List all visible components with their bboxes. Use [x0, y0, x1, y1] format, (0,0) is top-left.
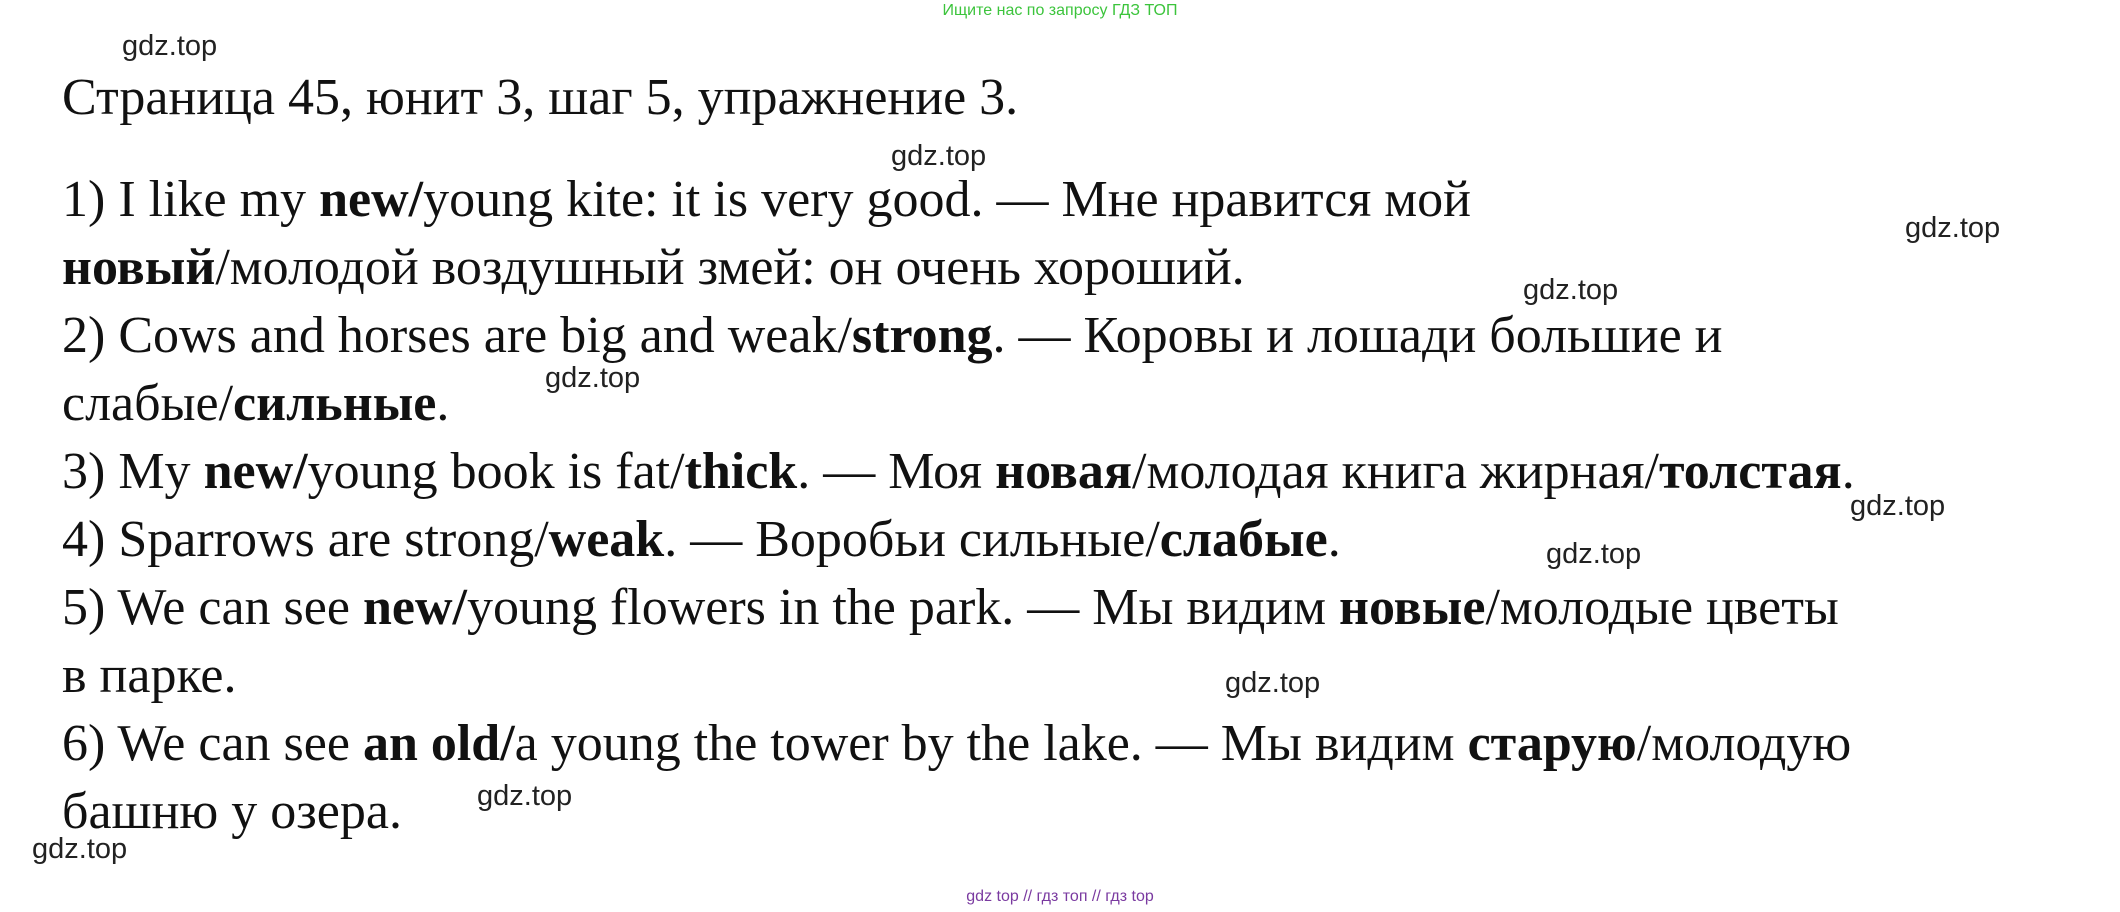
bold-answer: new/ [319, 171, 424, 228]
bold-answer: new/ [362, 579, 467, 636]
text-segment: башню у озера. [62, 783, 402, 840]
text-segment: . [436, 375, 450, 432]
bold-answer: старую [1467, 715, 1637, 772]
text-segment: a young the tower by the lake. — Мы видим [514, 715, 1468, 772]
text-line [62, 778, 402, 846]
watermark: gdz.top [1523, 274, 1619, 306]
watermark: gdz.top [1546, 538, 1642, 570]
text-segment: 6) We can see [62, 715, 363, 772]
search-banner[interactable]: Ищите нас по запросу ГДЗ ТОП [942, 2, 1178, 19]
text-line [62, 506, 1341, 574]
text-segment: . [1841, 443, 1855, 500]
watermark: gdz.top [32, 833, 128, 865]
bold-answer: новый [62, 239, 216, 296]
text-line [62, 166, 1471, 234]
text-segment: /молодая книга жирная/ [1132, 443, 1659, 500]
bold-answer: новые [1339, 579, 1486, 636]
watermark: gdz.top [477, 780, 573, 812]
bold-answer: new/ [203, 443, 308, 500]
watermark: gdz.top [891, 140, 987, 172]
text-segment: 5) We can see [62, 579, 363, 636]
text-line [62, 234, 1245, 302]
text-line [62, 710, 1851, 778]
page-title: Страница 45, юнит 3, шаг 5, упражнение 3. [62, 69, 1019, 126]
text-segment: 4) Sparrows are strong/ [62, 511, 549, 568]
bold-answer: strong [851, 307, 993, 364]
text-line [62, 574, 1839, 642]
bold-answer: an old/ [362, 715, 515, 772]
text-segment: слабые/ [62, 375, 234, 432]
text-segment: . — Воробьи сильные/ [664, 511, 1160, 568]
text-segment: 2) Cows and horses are big and weak/ [62, 307, 852, 364]
bold-answer: сильные [233, 375, 437, 432]
watermark: gdz.top [1905, 212, 2001, 244]
text-segment: /молодые цветы [1485, 579, 1839, 636]
text-line [62, 370, 449, 438]
text-segment: 1) I like my [62, 171, 320, 228]
text-segment: . [1327, 511, 1341, 568]
bold-answer: новая [995, 443, 1132, 500]
bold-answer: thick [684, 443, 798, 500]
text-line [62, 438, 1855, 506]
text-segment: young kite: it is very good. — Мне нравится мой [423, 171, 1471, 228]
watermark: gdz.top [122, 30, 218, 62]
text-segment: young book is fat/ [307, 443, 685, 500]
bold-answer: слабые [1159, 511, 1328, 568]
footer-links[interactable]: gdz top // гдз топ // гдз top [966, 888, 1154, 905]
text-segment: . — Моя [797, 443, 996, 500]
text-segment: . — Коровы и лошади большие и [992, 307, 1723, 364]
text-line [62, 302, 1723, 370]
bold-answer: weak [548, 511, 665, 568]
watermark: gdz.top [1225, 667, 1321, 699]
text-segment: /молодой воздушный змей: он очень хороший. [215, 239, 1245, 296]
text-segment: young flowers in the park. — Мы видим [466, 579, 1340, 636]
text-line [62, 642, 237, 710]
watermark: gdz.top [1850, 490, 1946, 522]
text-segment: /молодую [1636, 715, 1852, 772]
watermark: gdz.top [545, 362, 641, 394]
text-segment: 3) My [62, 443, 204, 500]
text-segment: в парке. [62, 647, 237, 704]
bold-answer: толстая [1658, 443, 1842, 500]
